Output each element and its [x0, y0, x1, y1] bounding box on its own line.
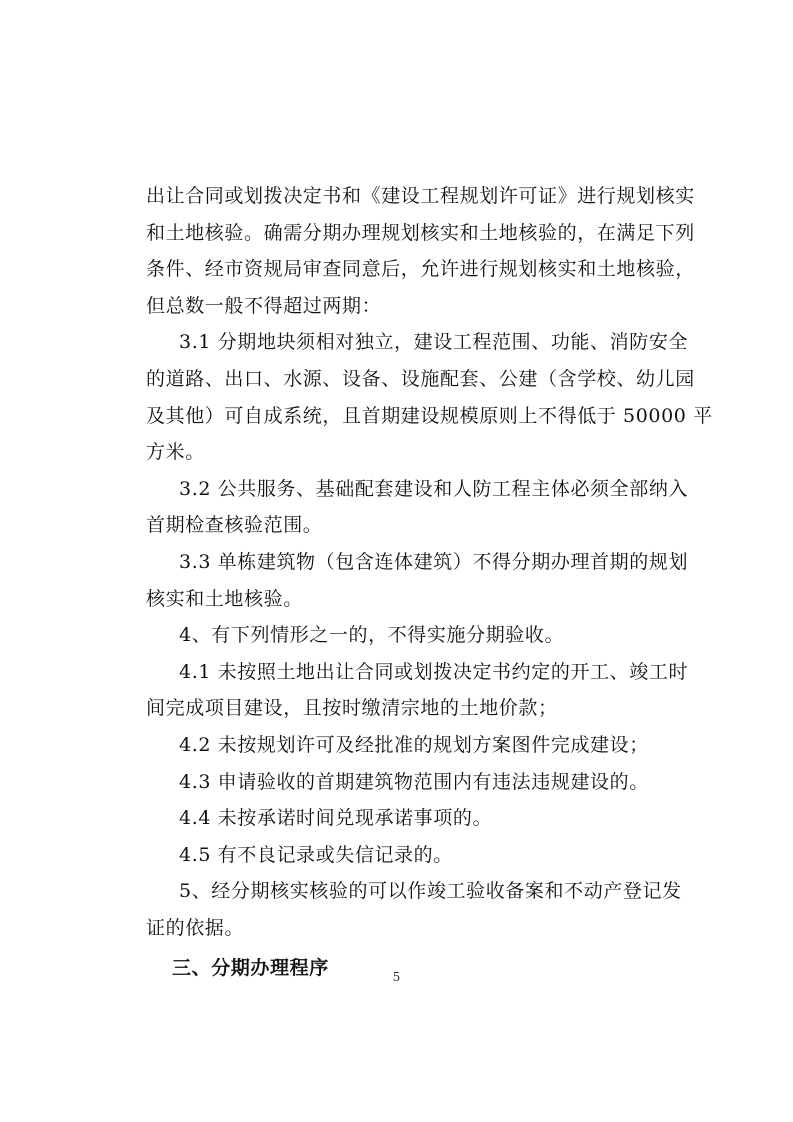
paragraph-line: 4.4 未按承诺时间兑现承诺事项的。: [179, 807, 493, 830]
paragraph-line: 4.2 未按规划许可及经批准的规划方案图件完成建设；: [179, 733, 649, 756]
paragraph-line: 但总数一般不得超过两期：: [146, 294, 382, 317]
paragraph-line: 3.2 公共服务、基础配套建设和人防工程主体必须全部纳入: [179, 477, 689, 500]
paragraph-line: 4、有下列情形之一的，不得实施分期验收。: [179, 624, 565, 647]
paragraph-line: 方米。: [146, 441, 205, 464]
paragraph-line: 证的依据。: [146, 916, 245, 939]
section-heading: 三、分期办理程序: [172, 957, 329, 980]
paragraph-line: 间完成项目建设，且按时缴清宗地的土地价款；: [146, 697, 558, 720]
page-number: 5: [392, 970, 401, 984]
paragraph-line: 3.3 单栋建筑物（包含连体建筑）不得分期办理首期的规划: [179, 550, 689, 573]
paragraph-line: 和土地核验。确需分期办理规划核实和土地核验的，在满足下列: [146, 221, 695, 244]
paragraph-line: 首期检查核验范围。: [146, 514, 323, 537]
paragraph-line: 4.3 申请验收的首期建筑物范围内有违法违规建设的。: [179, 770, 649, 793]
paragraph-line: 4.5 有不良记录或失信记录的。: [179, 843, 453, 866]
paragraph-line: 的道路、出口、水源、设备、设施配套、公建（含学校、幼儿园: [146, 367, 695, 390]
paragraph-line: 出让合同或划拨决定书和《建设工程规划许可证》进行规划核实: [146, 185, 695, 207]
paragraph-line: 核实和土地核验。: [146, 587, 303, 610]
paragraph-line: 5、经分期核实核验的可以作竣工验收备案和不动产登记发: [179, 880, 682, 903]
document-body: [146, 178, 713, 987]
paragraph-line: 及其他）可自成系统，且首期建设规模原则上不得低于 50000 平: [146, 404, 713, 427]
paragraph-line: 4.1 未按照土地出让合同或划拨决定书约定的开工、竣工时: [179, 660, 689, 683]
paragraph-line: 3.1 分期地块须相对独立，建设工程范围、功能、消防安全: [179, 331, 689, 354]
paragraph-line: 条件、经市资规局审查同意后，允许进行规划核实和土地核验，: [146, 258, 695, 281]
